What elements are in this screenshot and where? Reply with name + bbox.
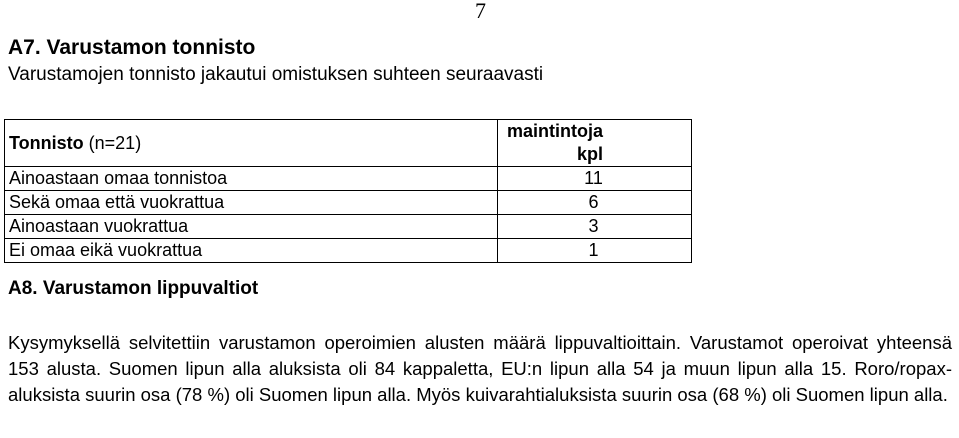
- table-header-value: maintintoja kpl: [498, 120, 692, 167]
- table-row: [5, 167, 692, 191]
- table-header-row: [5, 120, 692, 167]
- section-subtitle-a7: Varustamojen tonnisto jakautui omistuksen suhteen seuraavasti: [8, 64, 544, 85]
- table-header-label: Tonnisto: [9, 132, 84, 153]
- table-row-value: 1: [498, 239, 692, 263]
- section-title-a7: A7. Varustamon tonnisto: [8, 36, 256, 59]
- table-row-label: Ainoastaan vuokrattua: [5, 215, 498, 239]
- table-row-label: Sekä omaa että vuokrattua: [5, 191, 498, 215]
- table-header-note: (n=21): [83, 132, 142, 153]
- table-row-value: 3: [498, 215, 692, 239]
- table-row-label: Ainoastaan omaa tonnistoa: [5, 167, 498, 191]
- section-paragraph-a8: Kysymyksellä selvitettiin varustamon operoimien alusten määrä lippuvaltioittain. Varustamot operoivat yhteensä 153 alusta. Suomen lipun alla aluksista oli 84 kappaletta, EU:n lipun alla 54 ja muun lipun alla 15. Roro/ropax-aluksista suurin osa (78 %) oli Suomen lipun alla. Myös kuivarahtialuksista suurin osa (68 %) oli Suomen lipun alla.: [8, 332, 952, 405]
- table-header-label-cell: [5, 120, 498, 167]
- table-row: [5, 191, 692, 215]
- table-row-value: 6: [498, 191, 692, 215]
- table-row: [5, 215, 692, 239]
- table-row-value: 11: [498, 167, 692, 191]
- page-number: 7: [475, 0, 486, 23]
- tonnage-table: [4, 119, 692, 263]
- section-a8: [8, 276, 953, 302]
- table-row: [5, 239, 692, 263]
- section-title-a8: A8. Varustamon lippuvaltiot: [8, 278, 259, 299]
- section-a7: [8, 34, 948, 88]
- table-row-label: Ei omaa eikä vuokrattua: [5, 239, 498, 263]
